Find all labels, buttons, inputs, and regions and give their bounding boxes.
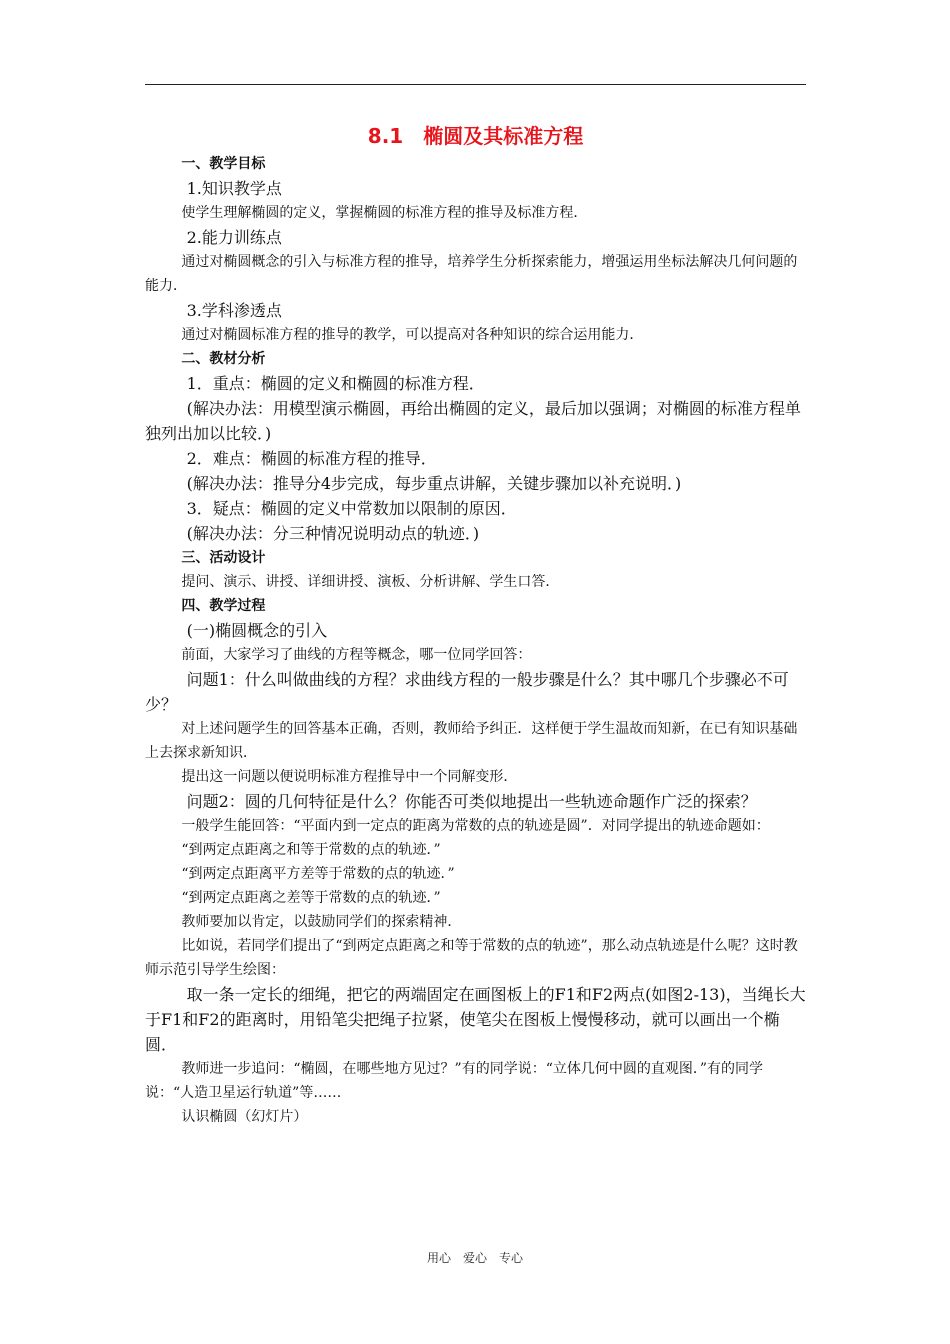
paragraph: 对上述问题学生的回答基本正确，否则，教师给予纠正．这样便于学生温故而知新，在已有知识基础上去探求新知识． bbox=[145, 721, 798, 761]
paragraph: 问题1：什么叫做曲线的方程？求曲线方程的一般步骤是什么？其中哪几个步骤必不可少？ bbox=[145, 670, 789, 714]
paragraph: 通过对椭圆概念的引入与标准方程的推导，培养学生分析探索能力，增强运用坐标法解决几何问题的能力． bbox=[145, 254, 798, 294]
paragraph: 取一条一定长的细绳，把它的两端固定在画图板上的F1和F2两点(如图2-13)，当绳长大于F1和F2的距离时，用铅笔尖把绳子拉紧，使笔尖在图板上慢慢移动，就可以画出一个椭圆． bbox=[145, 985, 806, 1054]
paragraph: “到两定点距离平方差等于常数的点的轨迹．” bbox=[181, 866, 455, 882]
paragraph: 认识椭圆（幻灯片） bbox=[181, 1109, 308, 1125]
document-body bbox=[145, 122, 806, 1129]
paragraph: 问题2：圆的几何特征是什么？你能否可类似地提出一些轨迹命题作广泛的探索？ bbox=[186, 792, 757, 811]
paragraph: 通过对椭圆标准方程的推导的教学，可以提高对各种知识的综合运用能力． bbox=[181, 327, 644, 343]
paragraph: 1.知识教学点 bbox=[186, 179, 282, 198]
section-heading: 一、教学目标 bbox=[181, 156, 266, 172]
paragraph: (解决办法：用模型演示椭圆，再给出椭圆的定义，最后加以强调；对椭圆的标准方程单独列出加以比较．) bbox=[145, 399, 801, 443]
page-footer: 用心 爱心 专心 bbox=[426, 1251, 523, 1265]
section-heading: 二、教材分析 bbox=[181, 351, 266, 367]
paragraph: 教师进一步追问：“椭圆，在哪些地方见过？”有的同学说：“立体几何中圆的直观图．”有的同学说：“人造卫星运行轨道”等…… bbox=[145, 1061, 764, 1101]
paragraph: 3．疑点：椭圆的定义中常数加以限制的原因． bbox=[186, 499, 517, 518]
paragraph: 提出这一问题以便说明标准方程推导中一个同解变形． bbox=[181, 769, 518, 785]
paragraph: 3.学科渗透点 bbox=[186, 301, 282, 320]
page-title: 8.1 椭圆及其标准方程 bbox=[367, 124, 584, 148]
paragraph: (解决办法：分三种情况说明动点的轨迹．) bbox=[186, 524, 480, 543]
paragraph: 2．难点：椭圆的标准方程的推导． bbox=[186, 449, 437, 468]
paragraph: 使学生理解椭圆的定义，掌握椭圆的标准方程的推导及标准方程． bbox=[181, 205, 588, 221]
paragraph: 比如说，若同学们提出了“到两定点距离之和等于常数的点的轨迹”，那么动点轨迹是什么呢？这时教师示范引导学生绘图： bbox=[145, 938, 798, 978]
paragraph: 一般学生能回答：“平面内到一定点的距离为常数的点的轨迹是圆”．对同学提出的轨迹命题如： bbox=[181, 818, 770, 834]
paragraph: 提问、演示、讲授、详细讲授、演板、分析讲解、学生口答． bbox=[181, 574, 560, 590]
paragraph: “到两定点距离之和等于常数的点的轨迹．” bbox=[181, 842, 441, 858]
paragraph: 前面，大家学习了曲线的方程等概念，哪一位同学回答： bbox=[181, 647, 532, 663]
header-rule bbox=[145, 84, 806, 85]
paragraph: (解决办法：推导分4步完成，每步重点讲解，关键步骤加以补充说明．) bbox=[186, 474, 682, 493]
paragraph: 教师要加以肯定，以鼓励同学们的探索精神． bbox=[181, 914, 462, 930]
paragraph: 2.能力训练点 bbox=[186, 228, 282, 247]
paragraph: 1．重点：椭圆的定义和椭圆的标准方程． bbox=[186, 374, 485, 393]
paragraph-list bbox=[145, 152, 806, 1129]
paragraph: (一)椭圆概念的引入 bbox=[186, 621, 328, 640]
section-heading: 四、教学过程 bbox=[181, 598, 266, 614]
paragraph: “到两定点距离之差等于常数的点的轨迹．” bbox=[181, 890, 441, 906]
section-heading: 三、活动设计 bbox=[181, 550, 266, 566]
